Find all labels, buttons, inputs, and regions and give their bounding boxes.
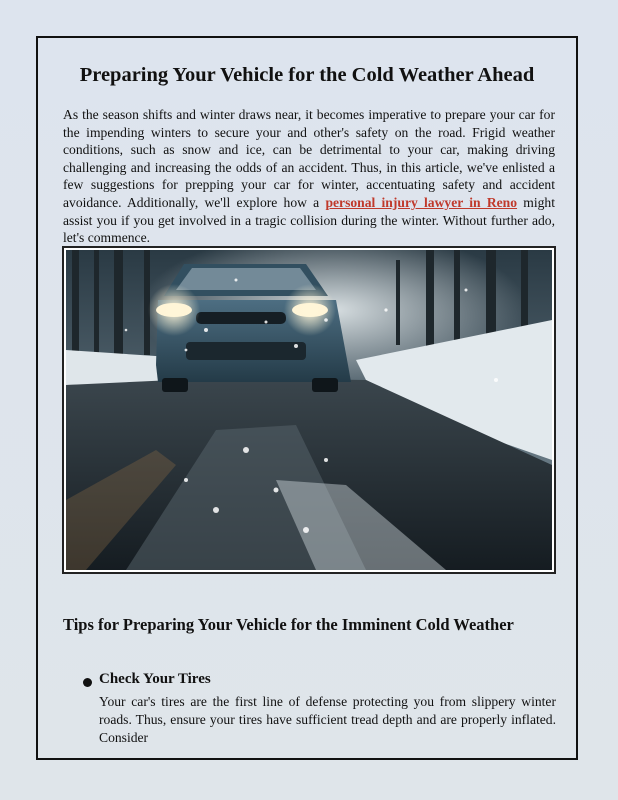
intro-paragraph xyxy=(63,106,555,247)
intro-text-before-link: As the season shifts and winter draws near, it becomes imperative to prepare your car for the impending winters to secure your and other's safety on the road. Frigid weather conditions, such as snow and ice, can be detrimental to your car, making driving challenging and increasing the odds of an accident. Thus, in this article, we've enlisted a few suggestions for prepping your car for winter, accentuating safety and accident avoidance. Additionally, we'll explore how a xyxy=(63,107,555,210)
personal-injury-lawyer-link[interactable]: personal injury lawyer in Reno xyxy=(325,194,518,210)
tip-title: Check Your Tires xyxy=(99,671,211,687)
winter-car-photo xyxy=(62,246,556,574)
winter-road-car-image xyxy=(66,250,552,570)
bullet-icon xyxy=(83,678,92,687)
page-title: Preparing Your Vehicle for the Cold Weather Ahead xyxy=(79,64,535,86)
page-frame xyxy=(36,36,578,760)
intro-text-after-link: might assist you if you get involved in a tragic collision during the winter. Without further ado, let's commence. xyxy=(63,194,556,246)
section-heading: Tips for Preparing Your Vehicle for the Imminent Cold Weather xyxy=(63,615,514,634)
tip-text: Your car's tires are the first line of defense protecting you from slippery winter roads. Thus, ensure your tires have sufficient tread depth and are properly inflated. Consider xyxy=(99,694,556,745)
